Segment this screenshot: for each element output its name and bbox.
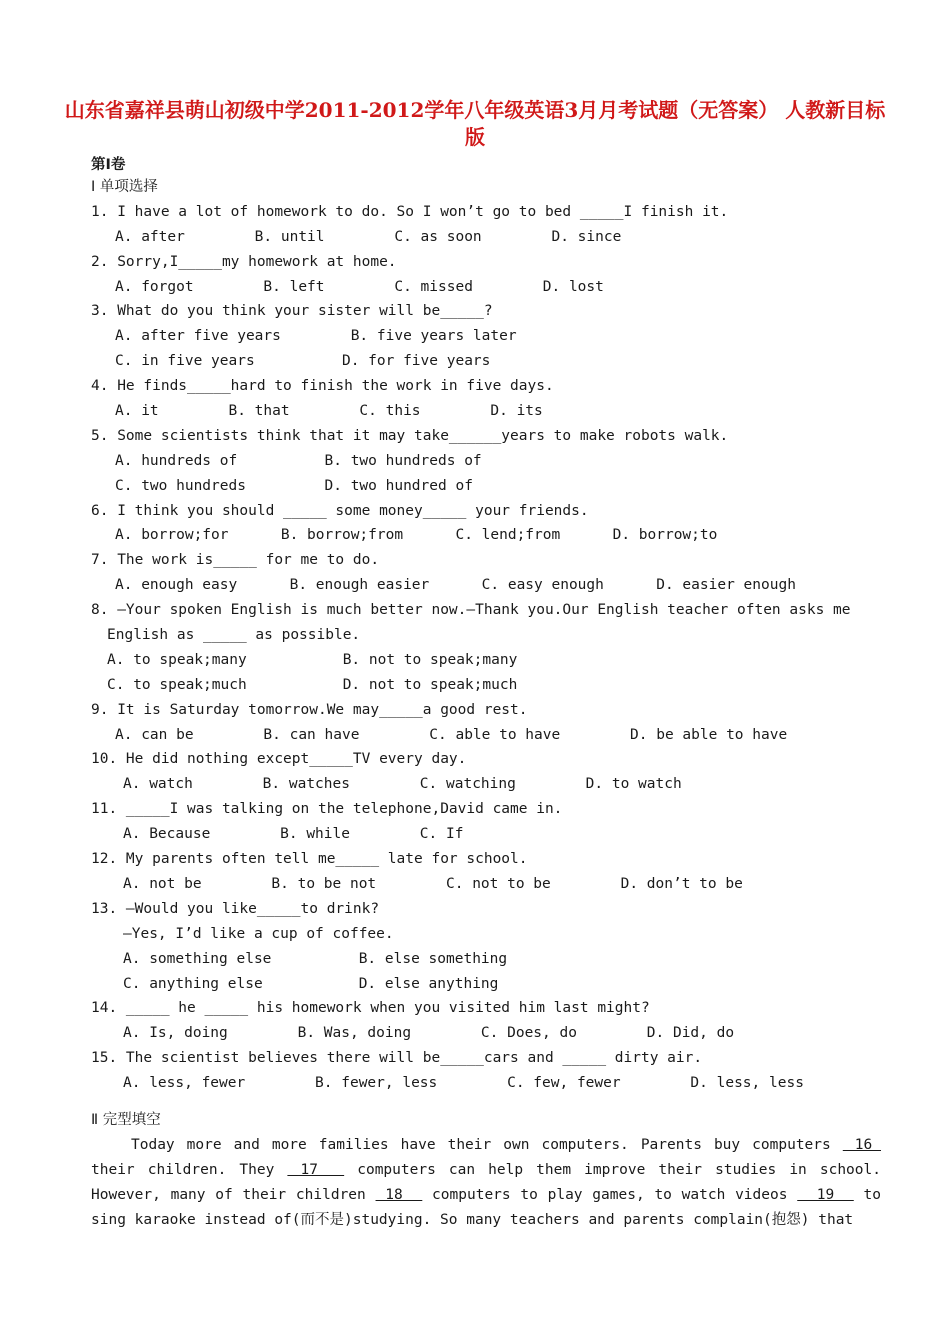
cloze-blank-16: 16 — [842, 1136, 881, 1153]
question-item — [91, 200, 881, 250]
question-item — [91, 299, 881, 374]
question-item — [91, 250, 881, 300]
answer-options: A. after B. until C. as soon D. since — [115, 228, 622, 245]
answer-options: A. hundreds of B. two hundreds of — [115, 452, 482, 469]
cloze-passage — [91, 1133, 881, 1233]
answer-options: A. forgot B. left C. missed D. lost — [115, 278, 604, 295]
question-stem: 11. _____I was talking on the telephone,David came in. — [91, 801, 563, 818]
answer-options: A. Is, doing B. Was, doing C. Does, do D. Did, do — [123, 1025, 735, 1042]
cloze-blank-17: 17 — [287, 1161, 345, 1178]
question-stem: 2. Sorry,I_____my homework at home. — [91, 253, 397, 270]
cloze-blank-19: 19 — [797, 1186, 854, 1203]
cloze-blank-18: 18 — [375, 1186, 423, 1203]
answer-options: A. watch B. watches C. watching D. to watch — [123, 776, 682, 793]
question-stem: 3. What do you think your sister will be_____? — [91, 303, 493, 320]
answer-options: A. something else B. else something — [123, 950, 508, 967]
question-stem: 10. He did nothing except_____TV every day. — [91, 751, 467, 768]
question-item — [91, 698, 881, 748]
question-stem: 8. —Your spoken English is much better now.—Thank you.Our English teacher often asks me — [91, 602, 851, 619]
question-stem: 9. It is Saturday tomorrow.We may_____a good rest. — [91, 701, 528, 718]
answer-options: C. anything else D. else anything — [123, 975, 499, 992]
answer-options: A. less, fewer B. fewer, less C. few, fewer D. less, less — [123, 1075, 804, 1092]
question-item — [91, 598, 881, 698]
question-item — [91, 499, 881, 549]
question-stem: 4. He finds_____hard to finish the work in five days. — [91, 378, 554, 395]
cloze-text: computers to play games, to watch videos — [422, 1186, 798, 1203]
cloze-text: computers can help them improve their studies in school. However, many of their children — [91, 1161, 881, 1203]
cloze-text: to sing karaoke instead of(而不是)studying. So many teachers and parents complain(抱怨) that — [91, 1186, 881, 1228]
question-item — [91, 847, 881, 897]
question-stem: 13. —Would you like_____to drink? — [91, 900, 380, 917]
answer-options: A. enough easy B. enough easier C. easy enough D. easier enough — [115, 577, 796, 594]
question-stem: 7. The work is_____ for me to do. — [91, 552, 380, 569]
question-item — [91, 897, 881, 997]
question-item — [91, 1046, 881, 1096]
answer-options: C. two hundreds D. two hundred of — [115, 477, 473, 494]
question-stem: 6. I think you should _____ some money_____ your friends. — [91, 502, 589, 519]
answer-options: A. it B. that C. this D. its — [115, 403, 543, 420]
answer-options: A. borrow;for B. borrow;from C. lend;from D. borrow;to — [115, 527, 718, 544]
answer-options: A. to speak;many B. not to speak;many — [107, 651, 518, 668]
question-item — [91, 548, 881, 598]
question-item — [91, 424, 881, 499]
answer-options: A. after five years B. five years later — [115, 328, 517, 345]
cloze-text: their children. They — [91, 1161, 288, 1178]
part-label: 第Ⅰ卷 — [91, 157, 126, 173]
question-item — [91, 374, 881, 424]
answer-options: A. not be B. to be not C. not to be D. don’t to be — [123, 875, 743, 892]
section-heading-cloze: Ⅱ 完型填空 — [91, 1111, 161, 1128]
question-item — [91, 747, 881, 797]
question-stem: 14. _____ he _____ his homework when you visited him last might? — [91, 1000, 650, 1017]
question-stem: 15. The scientist believes there will be_____cars and _____ dirty air. — [91, 1050, 703, 1067]
section-heading-multiple-choice: Ⅰ 单项选择 — [91, 179, 158, 195]
cloze-text: Today more and more families have their own computers. Parents buy computers — [131, 1136, 831, 1153]
question-item — [91, 996, 881, 1046]
question-stem: 1. I have a lot of homework to do. So I won’t go to bed _____I finish it. — [91, 203, 729, 220]
question-list — [91, 200, 881, 1096]
answer-options: C. in five years D. for five years — [115, 353, 491, 370]
answer-options: C. to speak;much D. not to speak;much — [107, 676, 518, 693]
question-stem: 12. My parents often tell me_____ late for school. — [91, 851, 528, 868]
document-title: 山东省嘉祥县萌山初级中学2011-2012学年八年级英语3月月考试题（无答案） 人教新目标版 — [64, 98, 886, 149]
answer-options: A. can be B. can have C. able to have D. be able to have — [115, 726, 788, 743]
document-body — [91, 175, 881, 1232]
question-item — [91, 797, 881, 847]
question-stem-continued: English as _____ as possible. — [107, 627, 361, 644]
question-stem: 5. Some scientists think that it may take______years to make robots walk. — [91, 427, 729, 444]
answer-options: A. Because B. while C. If — [123, 826, 464, 843]
question-stem-continued: —Yes, I’d like a cup of coffee. — [123, 925, 394, 942]
